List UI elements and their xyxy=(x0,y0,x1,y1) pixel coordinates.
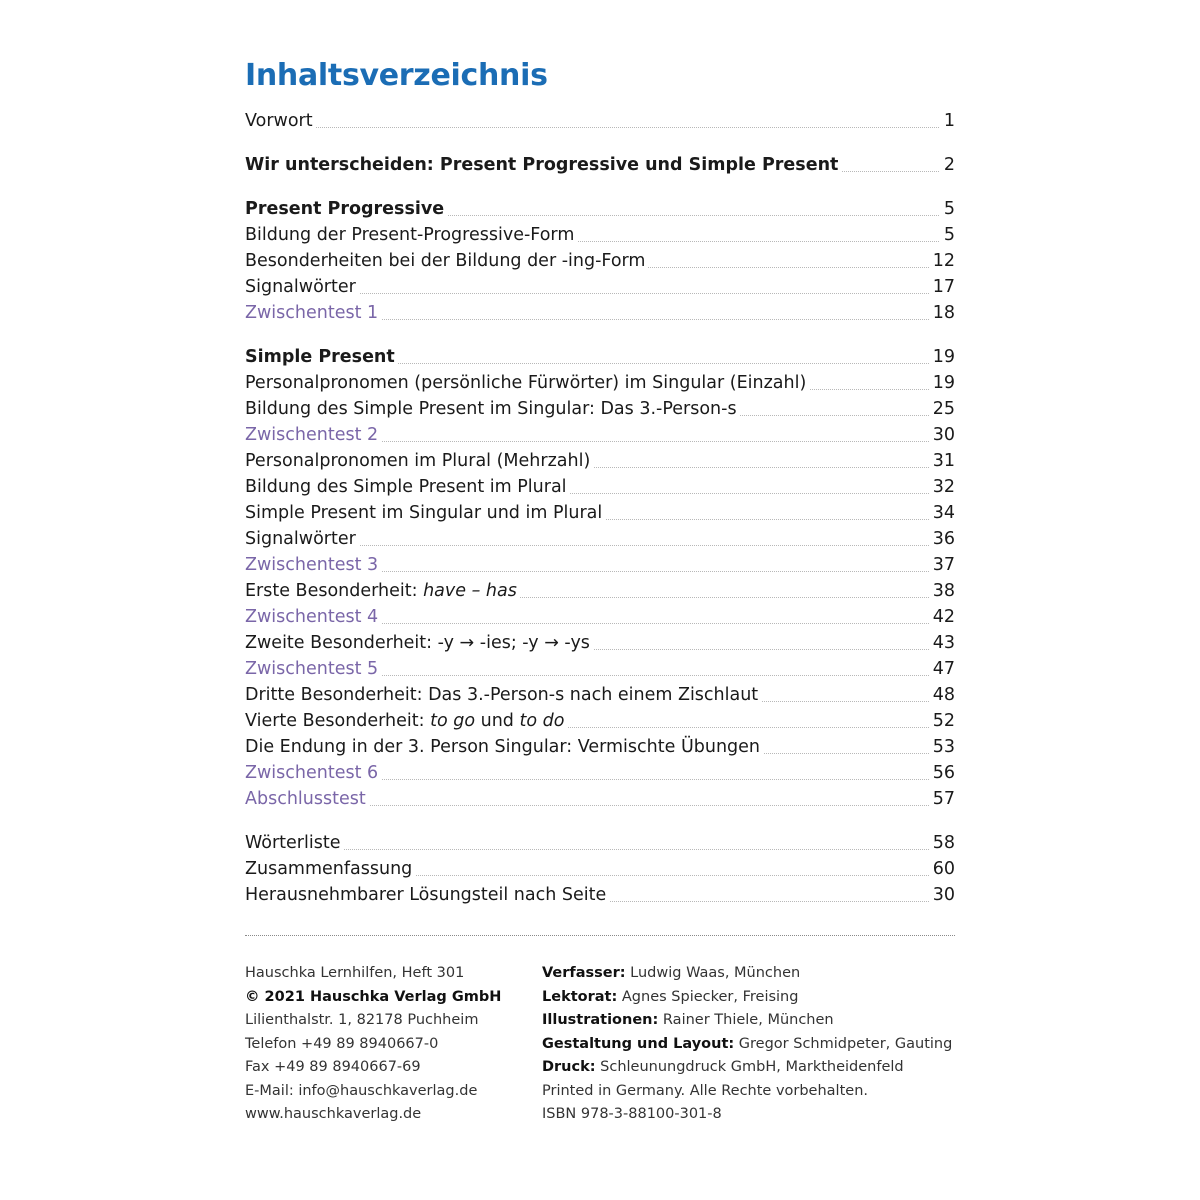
toc-entry-label: Zwischentest 4 xyxy=(245,604,381,630)
credit-value: Agnes Spiecker, Freising xyxy=(617,988,799,1005)
toc-entry-label: Bildung der Present-Progressive-Form xyxy=(245,222,577,248)
toc-entry-label: Signalwörter xyxy=(245,526,359,552)
toc-entry-test[interactable] xyxy=(245,760,955,786)
toc-entry-label: Zwischentest 1 xyxy=(245,300,381,326)
toc-entry-page: 19 xyxy=(929,370,955,396)
imprint-copyright xyxy=(245,986,501,1010)
imprint-email-link[interactable]: E-Mail: info@hauschkaverlag.de xyxy=(245,1082,478,1099)
toc-entry-page: 43 xyxy=(929,630,955,656)
toc-entry-page: 31 xyxy=(929,448,955,474)
toc-entry-label: Zwischentest 6 xyxy=(245,760,381,786)
toc-entry-page: 53 xyxy=(929,734,955,760)
toc-entry-label: Herausnehmbarer Lösungsteil nach Seite xyxy=(245,882,609,908)
toc-entry[interactable] xyxy=(245,500,955,526)
credit-value: Schleunungdruck GmbH, Marktheidenfeld xyxy=(595,1059,904,1075)
toc-entry-page: 34 xyxy=(929,500,955,526)
toc-entry-label: Abschlusstest xyxy=(245,786,369,812)
credit-value: ISBN 978-3-88100-301-8 xyxy=(542,1106,722,1122)
toc-entry-page: 1 xyxy=(940,108,955,134)
toc-entry-page: 37 xyxy=(929,552,955,578)
credit-layout xyxy=(542,1033,952,1057)
toc-entry-page: 17 xyxy=(929,274,955,300)
imprint-copyright-text: © 2021 Hauschka Verlag GmbH xyxy=(245,988,502,1005)
toc-entry-label: Present Progressive xyxy=(245,196,447,222)
toc-entry-label: Zwischentest 5 xyxy=(245,656,381,682)
toc-entry-page: 38 xyxy=(929,578,955,604)
toc-entry-label: Personalpronomen (persönliche Fürwörter) im Singular (Einzahl) xyxy=(245,370,809,396)
credit-key: Lektorat: xyxy=(542,988,618,1005)
credit-illustrations xyxy=(542,1009,952,1033)
credit-key: Druck: xyxy=(542,1059,596,1075)
toc-entry[interactable] xyxy=(245,630,955,656)
toc-entry[interactable] xyxy=(245,248,955,274)
credit-key: Illustrationen: xyxy=(542,1012,659,1028)
credit-editor xyxy=(542,986,952,1010)
credit-value: Rainer Thiele, München xyxy=(658,1012,834,1028)
imprint-fax: Fax +49 89 8940667-69 xyxy=(245,1059,421,1075)
toc-entry-page: 30 xyxy=(929,882,955,908)
toc-entry[interactable] xyxy=(245,856,955,882)
toc-entry-label: Besonderheiten bei der Bildung der -ing-Form xyxy=(245,248,648,274)
toc-entry[interactable] xyxy=(245,830,955,856)
toc-section-simple-present[interactable] xyxy=(245,344,955,370)
toc-entry-label: Wörterliste xyxy=(245,830,343,856)
publisher-imprint xyxy=(245,962,501,1127)
toc-entry-label: Bildung des Simple Present im Singular: Das 3.-Person-s xyxy=(245,396,740,422)
toc-entry[interactable] xyxy=(245,708,955,734)
toc-entry-page: 2 xyxy=(940,152,955,178)
toc-entry-test[interactable] xyxy=(245,300,955,326)
toc-entry-label: Signalwörter xyxy=(245,274,359,300)
toc-entry-label: Vorwort xyxy=(245,108,316,134)
toc-entry[interactable] xyxy=(245,526,955,552)
toc-entry-page: 48 xyxy=(929,682,955,708)
toc-entry-page: 42 xyxy=(929,604,955,630)
credit-rights xyxy=(542,1080,952,1104)
toc-entry[interactable] xyxy=(245,274,955,300)
toc-entry-label: Zusammenfassung xyxy=(245,856,415,882)
credit-key: Gestaltung und Layout: xyxy=(542,1035,735,1052)
toc-entry-test[interactable] xyxy=(245,604,955,630)
toc-entry-page: 32 xyxy=(929,474,955,500)
imprint-series: Hauschka Lernhilfen, Heft 301 xyxy=(245,965,465,981)
credits-imprint xyxy=(542,962,952,1127)
toc-entry-page: 12 xyxy=(929,248,955,274)
dot-leader xyxy=(245,127,955,128)
toc-entry-page: 52 xyxy=(929,708,955,734)
label-text: Erste Besonderheit: xyxy=(245,581,424,601)
credit-author xyxy=(542,962,952,986)
credit-value: Gregor Schmidpeter, Gauting xyxy=(734,1035,953,1052)
toc-entry-page: 57 xyxy=(929,786,955,812)
toc-entry[interactable] xyxy=(245,578,955,604)
label-italic: to go xyxy=(430,711,476,731)
toc-entry-label: Simple Present xyxy=(245,344,398,370)
toc-entry-label: Zweite Besonderheit: -y → -ies; -y → -ys xyxy=(245,630,593,656)
toc-entry-label: Wir unterscheiden: Present Progressive und Simple Present xyxy=(245,152,841,178)
dotted-divider xyxy=(245,935,955,936)
toc-entry-page: 18 xyxy=(929,300,955,326)
toc-entry-label: Zwischentest 2 xyxy=(245,422,381,448)
toc-section-present-progressive[interactable] xyxy=(245,196,955,222)
toc-entry-page: 19 xyxy=(929,344,955,370)
toc-entry-label: Die Endung in der 3. Person Singular: Vermischte Übungen xyxy=(245,734,763,760)
toc-entry-label: Zwischentest 3 xyxy=(245,552,381,578)
toc-entry-label: Simple Present im Singular und im Plural xyxy=(245,500,605,526)
toc-entry[interactable] xyxy=(245,682,955,708)
toc-entry-page: 56 xyxy=(929,760,955,786)
toc-entry-vorwort[interactable] xyxy=(245,108,955,134)
toc-entry-page: 60 xyxy=(929,856,955,882)
toc-entry-label xyxy=(245,708,567,734)
toc-entry-label: Bildung des Simple Present im Plural xyxy=(245,474,570,500)
toc-entry-test[interactable] xyxy=(245,422,955,448)
label-text: Vierte Besonderheit: xyxy=(245,711,431,731)
toc-entry[interactable] xyxy=(245,396,955,422)
credit-key: Verfasser: xyxy=(542,965,626,981)
toc-entry[interactable] xyxy=(245,474,955,500)
toc-entry-page: 47 xyxy=(929,656,955,682)
toc-entry[interactable] xyxy=(245,222,955,248)
imprint-address: Lilienthalstr. 1, 82178 Puchheim xyxy=(245,1012,479,1028)
toc-entry-page: 58 xyxy=(929,830,955,856)
label-text: und xyxy=(475,711,520,731)
credit-isbn xyxy=(542,1103,952,1127)
toc-entry-page: 5 xyxy=(940,222,955,248)
table-of-contents xyxy=(245,108,955,908)
toc-entry-page: 36 xyxy=(929,526,955,552)
dot-leader xyxy=(245,849,955,850)
toc-entry-test[interactable] xyxy=(245,786,955,812)
toc-entry-page: 30 xyxy=(929,422,955,448)
page-title: Inhaltsverzeichnis xyxy=(245,58,548,93)
label-italic: have – has xyxy=(423,581,517,601)
credit-print xyxy=(542,1056,952,1080)
toc-entry-page: 5 xyxy=(940,196,955,222)
toc-entry-label: Personalpronomen im Plural (Mehrzahl) xyxy=(245,448,593,474)
imprint-website-link[interactable]: www.hauschkaverlag.de xyxy=(245,1106,422,1122)
toc-entry-test[interactable] xyxy=(245,552,955,578)
toc-entry[interactable] xyxy=(245,448,955,474)
label-italic: to do xyxy=(519,711,565,731)
toc-entry[interactable] xyxy=(245,734,955,760)
credit-value: Ludwig Waas, München xyxy=(625,965,801,981)
toc-entry-test[interactable] xyxy=(245,656,955,682)
toc-entry-label: Dritte Besonderheit: Das 3.-Person-s nach einem Zischlaut xyxy=(245,682,761,708)
toc-entry[interactable] xyxy=(245,882,955,908)
toc-section-intro[interactable] xyxy=(245,152,955,178)
imprint-phone: Telefon +49 89 8940667-0 xyxy=(245,1035,439,1052)
toc-entry-page: 25 xyxy=(929,396,955,422)
credit-value: Printed in Germany. Alle Rechte vorbehalten. xyxy=(542,1082,868,1099)
toc-entry-label xyxy=(245,578,520,604)
toc-entry[interactable] xyxy=(245,370,955,396)
